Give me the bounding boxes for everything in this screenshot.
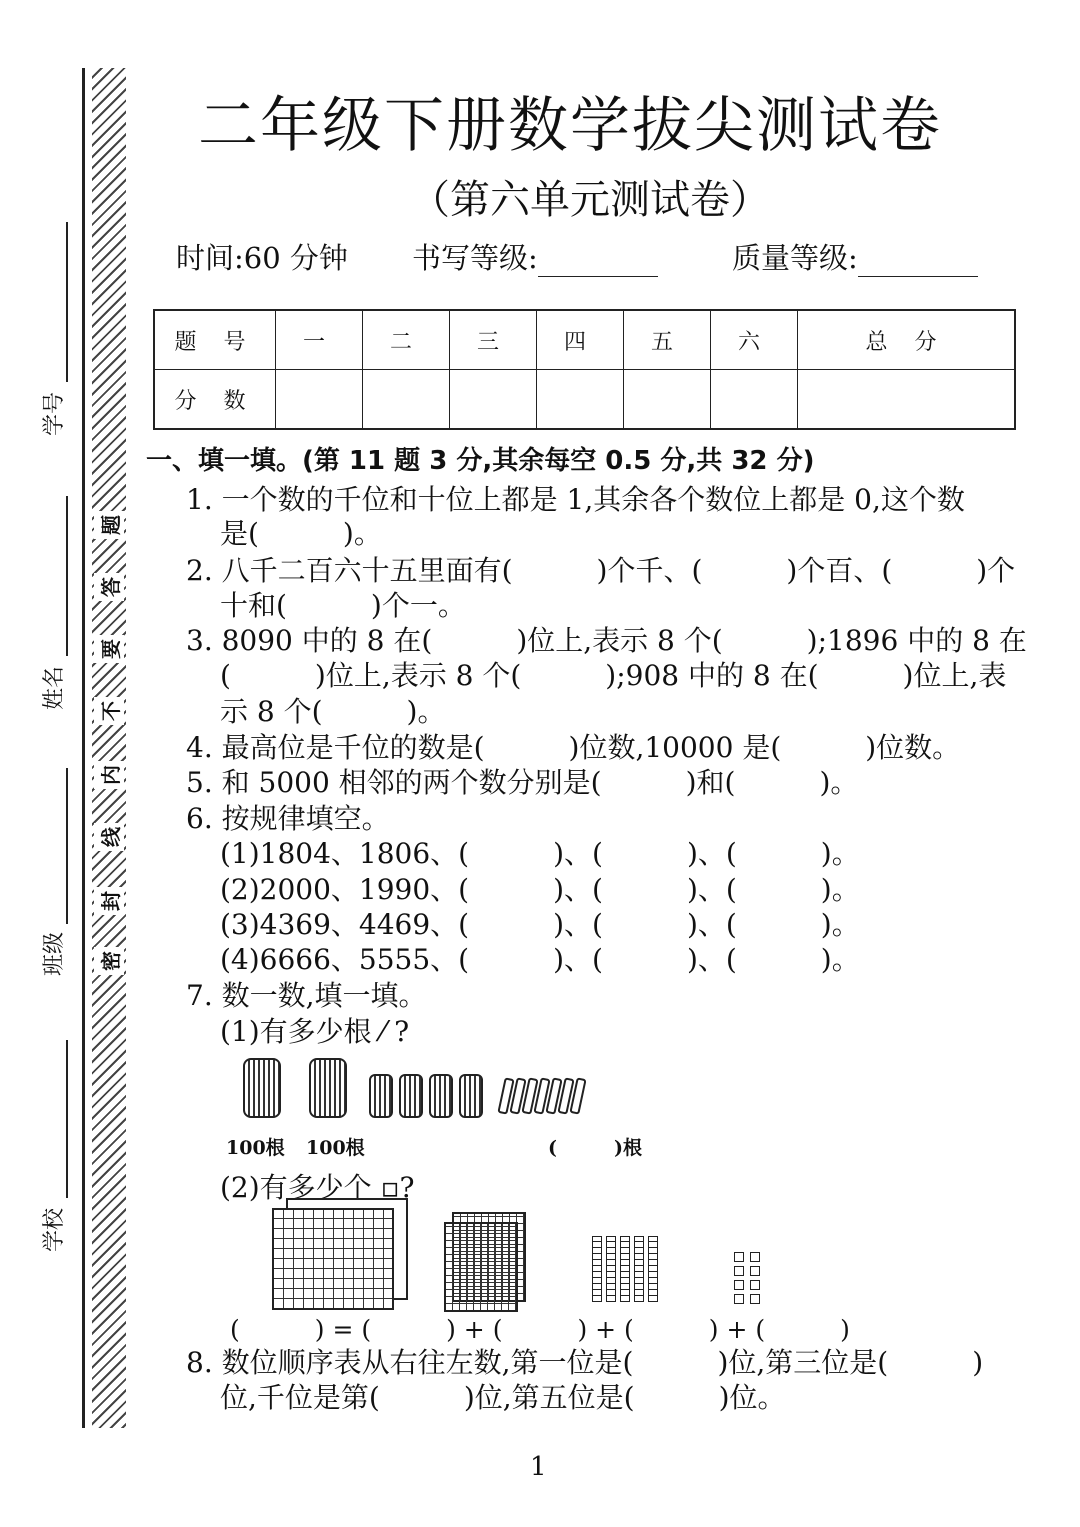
table-cell: 总 分 [798, 310, 1016, 370]
seal-char: 答 [94, 573, 124, 601]
score-cell[interactable] [624, 370, 711, 430]
hundred-bundle-icon [309, 1058, 347, 1118]
student-number-line[interactable] [66, 222, 68, 382]
question-1: 1. 一个数的千位和十位上都是 1,其余各个数位上都是 0,这个数 [186, 483, 965, 516]
table-cell: 二 [363, 310, 450, 370]
class-line[interactable] [66, 768, 68, 924]
question-4: 4. 最高位是千位的数是( )位数,10000 是( )位数。 [186, 731, 961, 764]
school-line[interactable] [66, 1040, 68, 1198]
unit-cube-icon [750, 1252, 760, 1262]
ten-bundle-icon [429, 1074, 453, 1118]
table-cell: 题 号 [154, 310, 276, 370]
hundred-flat-icon [444, 1222, 518, 1312]
stick-bundles-illustration [243, 1058, 585, 1118]
ten-rod-icon [648, 1236, 658, 1302]
bundle-label: 100根 [226, 1137, 285, 1159]
bundle-label: 100根 [306, 1137, 365, 1159]
writing-grade-label: 书写等级: [412, 241, 538, 275]
table-cell: 四 [537, 310, 624, 370]
page-title: 二年级下册数学拔尖测试卷 [198, 91, 942, 161]
seal-char: 内 [94, 761, 124, 789]
ten-rod-icon [606, 1236, 616, 1302]
ten-rod-icon [620, 1236, 630, 1302]
question-8-cont: 位,千位是第( )位,第五位是( )位。 [220, 1381, 786, 1414]
score-cell[interactable] [537, 370, 624, 430]
time-label: 时间:60 分钟 [176, 241, 348, 275]
thousand-cube-icon [272, 1208, 394, 1310]
question-1-cont: 是( )。 [220, 517, 382, 550]
score-cell[interactable] [711, 370, 798, 430]
name-label: 姓名 [41, 666, 67, 711]
seal-char: 线 [94, 823, 124, 851]
unit-cube-icon [750, 1280, 760, 1290]
question-6: 6. 按规律填空。 [186, 802, 390, 835]
binding-line [82, 68, 85, 1428]
seal-char: 不 [94, 697, 124, 725]
unit-cube-icon [734, 1252, 744, 1262]
page-subtitle: （第六单元测试卷） [410, 177, 770, 223]
question-3: 3. 8090 中的 8 在( )位上,表示 8 个( );1896 中的 8 在 [186, 624, 1027, 657]
page-number: 1 [530, 1452, 547, 1482]
score-table [153, 309, 1016, 430]
quality-grade-label: 质量等级: [732, 241, 858, 275]
question-6-1: (1)1804、1806、( )、( )、( )。 [220, 837, 860, 870]
score-cell[interactable] [276, 370, 363, 430]
ten-bundle-icon [399, 1074, 423, 1118]
quality-grade [732, 236, 978, 277]
question-7: 7. 数一数,填一填。 [186, 979, 427, 1012]
question-2-cont: 十和( )个一。 [220, 589, 466, 622]
seal-char: 题 [94, 511, 124, 539]
school-label: 学校 [41, 1208, 67, 1253]
question-8: 8. 数位顺序表从右往左数,第一位是( )位,第三位是( ) [186, 1346, 984, 1379]
unit-cube-icon [734, 1294, 744, 1304]
question-6-2: (2)2000、1990、( )、( )、( )。 [220, 873, 860, 906]
writing-grade-blank[interactable] [538, 246, 658, 277]
unit-cube-icon [734, 1280, 744, 1290]
seal-char: 密 [94, 947, 124, 975]
ten-bundle-icon [459, 1074, 483, 1118]
answer-blank[interactable]: ( )根 [548, 1137, 642, 1159]
table-cell: 一 [276, 310, 363, 370]
question-7-2: (2)有多少个 ▫? [220, 1171, 415, 1204]
question-5: 5. 和 5000 相邻的两个数分别是( )和( )。 [186, 766, 859, 799]
student-number-label: 学号 [41, 392, 67, 437]
unit-cube-icon [750, 1266, 760, 1276]
cube-equation[interactable]: ( ) = ( ) + ( ) + ( ) + ( ) [230, 1315, 850, 1344]
question-3-cont: 示 8 个( )。 [220, 695, 446, 728]
ten-rod-icon [592, 1236, 602, 1302]
class-label: 班级 [41, 932, 67, 977]
single-sticks [501, 1078, 585, 1118]
table-cell: 五 [624, 310, 711, 370]
section-heading: 一、填一填。(第 11 题 3 分,其余每空 0.5 分,共 32 分) [146, 446, 815, 476]
table-cell: 六 [711, 310, 798, 370]
unit-cube-icon [750, 1294, 760, 1304]
quality-grade-blank[interactable] [858, 246, 978, 277]
score-table-header [154, 310, 1015, 370]
hundred-bundle-icon [243, 1058, 281, 1118]
binding-hatch [92, 68, 126, 1428]
score-table-row [154, 370, 1015, 430]
ten-bundle-icon [369, 1074, 393, 1118]
seal-char: 封 [94, 887, 124, 915]
question-3-cont: ( )位上,表示 8 个( );908 中的 8 在( )位上,表 [220, 659, 1007, 692]
unit-cube-icon [734, 1266, 744, 1276]
question-6-3: (3)4369、4469、( )、( )、( )。 [220, 908, 860, 941]
table-cell: 分 数 [154, 370, 276, 430]
score-cell[interactable] [798, 370, 1016, 430]
ten-rod-icon [634, 1236, 644, 1302]
name-line[interactable] [66, 496, 68, 656]
seal-char: 要 [94, 635, 124, 663]
question-7-1: (1)有多少根 ⁄ ? [220, 1015, 410, 1048]
score-cell[interactable] [363, 370, 450, 430]
table-cell: 三 [450, 310, 537, 370]
question-6-4: (4)6666、5555、( )、( )、( )。 [220, 943, 860, 976]
question-2: 2. 八千二百六十五里面有( )个千、( )个百、( )个 [186, 554, 1016, 587]
score-cell[interactable] [450, 370, 537, 430]
writing-grade [412, 236, 658, 277]
